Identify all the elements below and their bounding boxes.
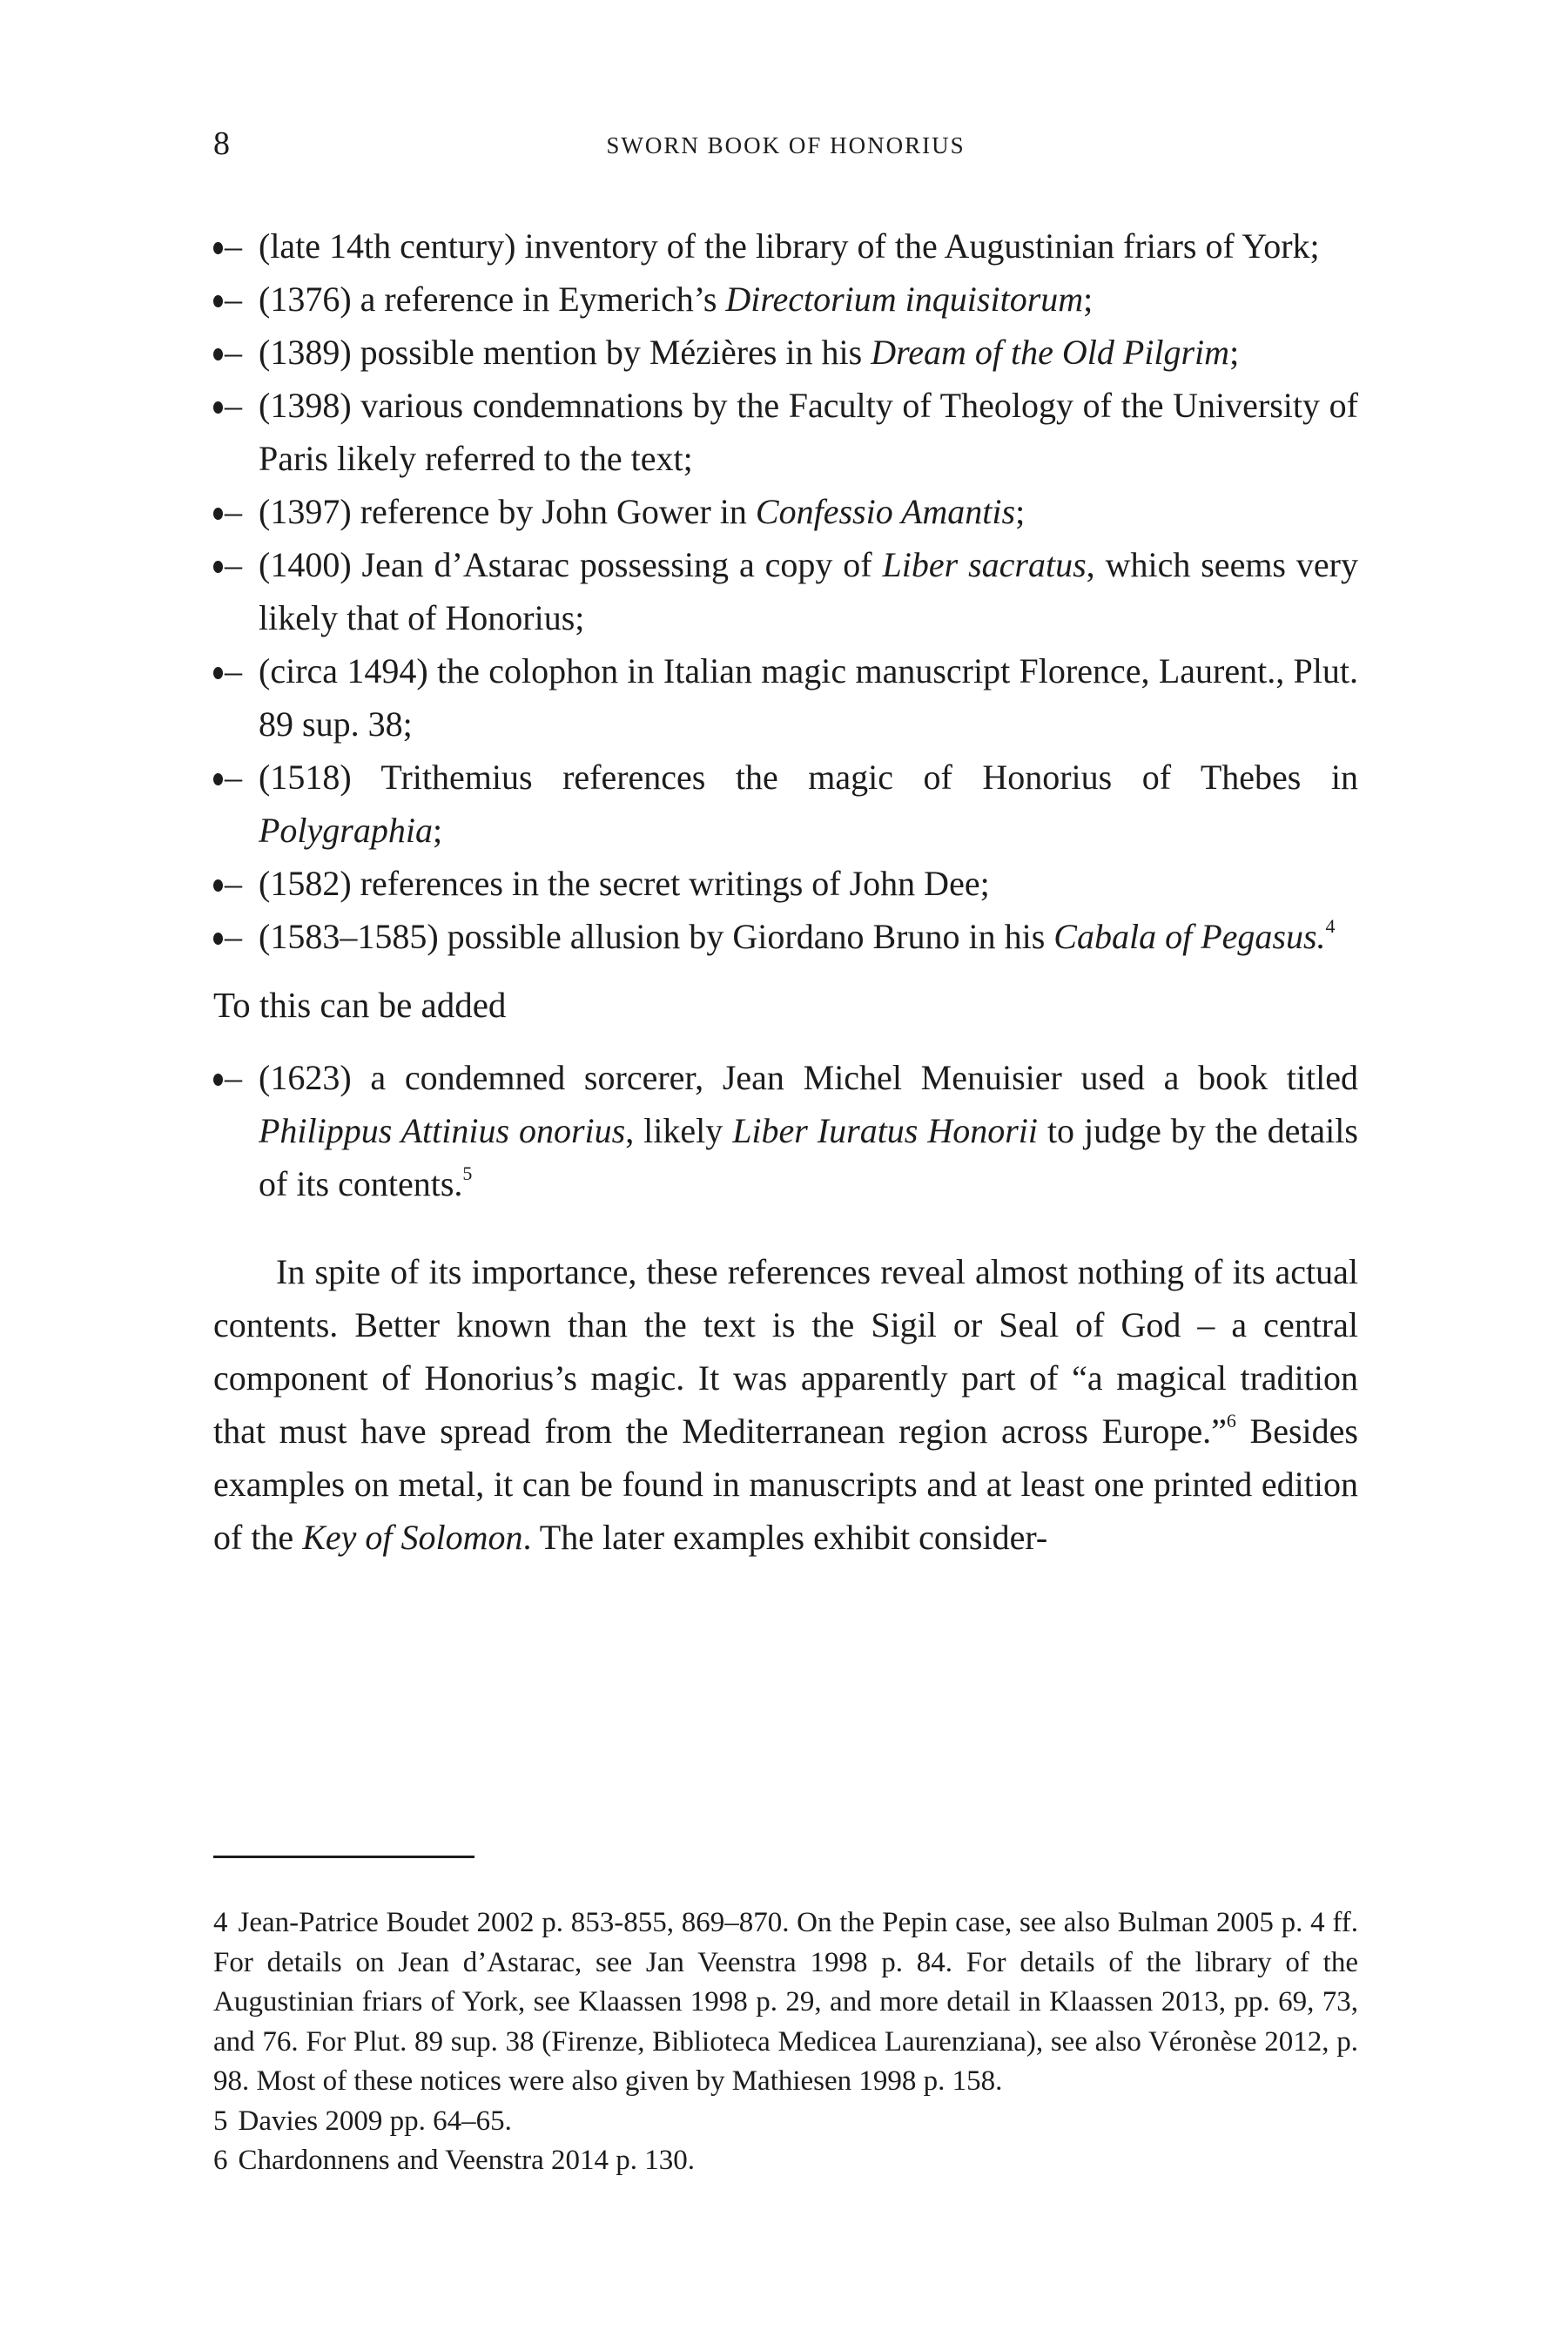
footnote-reference: 4: [1325, 915, 1336, 937]
footnotes: [213, 1903, 1358, 2181]
title-text: Confessio Amantis: [755, 492, 1016, 531]
reference-date: (1400): [259, 545, 352, 584]
bullet-marker: [213, 910, 259, 963]
list-item: [213, 910, 1358, 963]
bullet-dash: –: [225, 333, 242, 372]
list-item: [213, 857, 1358, 910]
page-header: [213, 122, 1358, 165]
list-item: [213, 485, 1358, 538]
text-run: to judge by the details of its contents.: [259, 1111, 1358, 1203]
additional-references-list: [213, 1051, 1358, 1210]
reference-date: (late 14th century): [259, 226, 516, 266]
bullet-marker: [213, 644, 259, 697]
text-run: In spite of its importance, these references reveal almost nothing of its actual contents. Better known than the text is the Sigil or Seal of God – a central component of Honorius’s magic. It was apparently part of “a magical tradition that must have spread from the Mediterranean region across Europe.”: [213, 1252, 1358, 1451]
list-item: [213, 1051, 1358, 1210]
bullet-marker: [213, 538, 259, 591]
text-run: ;: [1015, 492, 1026, 531]
footnote-reference: 5: [462, 1162, 473, 1184]
text-run: inventory of the library of the Augustinian friars of York;: [515, 226, 1320, 266]
bullet-dot-icon: [213, 508, 223, 520]
bullet-dash: –: [225, 917, 242, 956]
bullet-dash: –: [225, 280, 242, 319]
list-item: [213, 751, 1358, 857]
text-run: ;: [1229, 333, 1240, 372]
bullet-dash: –: [225, 758, 242, 797]
footnote: [213, 2102, 1358, 2142]
reference-date: (1582): [259, 864, 352, 903]
text-run: , likely: [625, 1111, 733, 1150]
reference-date: (1583–1585): [259, 917, 439, 956]
title-text: Philippus Attinius onorius: [259, 1111, 626, 1150]
footnote: [213, 2141, 1358, 2181]
text-run: possible allusion by Giordano Bruno in his: [438, 917, 1054, 956]
reference-date: (circa 1494): [259, 651, 428, 690]
bullet-dot-icon: [213, 1074, 223, 1086]
footnote-text: Jean-Patrice Boudet 2002 p. 853-855, 869–870. On the Pepin case, see also Bulman 2005 p. 4 ff. For details on Jean d’Astarac, see Jan Veenstra 1998 p. 84. For details of the library of the Augustinian friars of York, see Klaassen 1998 p. 29, and more detail in Klaassen 2013, pp. 69, 73, and 76. For Plut. 89 sup. 38 (Firenze, Biblioteca Medicea Laurenziana), see also Véronèse 2012, p. 98. Most of these notices were also given by Mathiesen 1998 p. 158.: [213, 1907, 1358, 2097]
bullet-marker: [213, 219, 259, 273]
reference-date: (1397): [259, 492, 352, 531]
title-text: Dream of the Old Pilgrim: [871, 333, 1230, 372]
text-run: a reference in Eymerich’s: [351, 280, 726, 319]
bullet-dash: –: [225, 545, 242, 584]
bullet-dot-icon: [213, 879, 223, 892]
text-run: ;: [1083, 280, 1094, 319]
running-head: SWORN BOOK OF HONORIUS: [606, 132, 966, 158]
bullet-dot-icon: [213, 561, 223, 573]
text-run: reference by John Gower in: [351, 492, 756, 531]
bullet-dot-icon: [213, 667, 223, 679]
reference-date: (1376): [259, 280, 352, 319]
reference-date: (1518): [259, 758, 352, 797]
title-text: Directorium inquisitorum: [725, 280, 1084, 319]
footnote-number: 6: [213, 2145, 228, 2176]
bullet-marker: [213, 485, 259, 538]
text-run: possible mention by Mézières in his: [351, 333, 871, 372]
text-run: ;: [432, 811, 443, 850]
footnote-divider: [213, 1856, 474, 1858]
bullet-dot-icon: [213, 348, 223, 360]
body-paragraph: [213, 1245, 1358, 1564]
page-number: 8: [213, 125, 230, 162]
title-text: Key of Solomon: [302, 1518, 523, 1557]
footnote: [213, 1903, 1358, 2102]
bullet-dash: –: [225, 226, 242, 266]
title-text: Cabala of Pegasus.: [1053, 917, 1326, 956]
text-run: Jean d’Astarac possessing a copy of: [351, 545, 883, 584]
bullet-marker: [213, 379, 259, 432]
text-run: various condemnations by the Faculty of Theology of the University of Paris likely referred to the text;: [259, 386, 1358, 478]
list-item: [213, 326, 1358, 379]
list-item: [213, 379, 1358, 485]
reference-date: (1398): [259, 386, 352, 425]
bullet-marker: [213, 1051, 259, 1104]
footnote-number: 5: [213, 2105, 228, 2137]
bullet-dot-icon: [213, 295, 223, 307]
text-run: , which seems very likely that of Honorius;: [259, 545, 1358, 637]
bullet-dash: –: [225, 386, 242, 425]
title-text: Liber Iuratus Honorii: [732, 1111, 1038, 1150]
bullet-marker: [213, 857, 259, 910]
text-run: references in the secret writings of John Dee;: [351, 864, 990, 903]
list-item: [213, 219, 1358, 273]
bullet-marker: [213, 273, 259, 326]
added-label: To this can be added: [213, 985, 507, 1025]
references-list: [213, 219, 1358, 963]
body-text: [213, 219, 1358, 1564]
reference-date: (1623): [259, 1058, 352, 1097]
text-run: a condemned sorcerer, Jean Michel Menuisier used a book titled: [351, 1058, 1358, 1097]
title-text: Liber sacratus: [882, 545, 1087, 584]
bullet-dot-icon: [213, 933, 223, 945]
bullet-dash: –: [225, 1058, 242, 1097]
bullet-dash: –: [225, 864, 242, 903]
text-run: . The later examples exhibit consider-: [522, 1518, 1048, 1557]
text-run: Trithemius references the magic of Honorius of Thebes in: [351, 758, 1358, 797]
footnote-text: Davies 2009 pp. 64–65.: [238, 2105, 512, 2137]
bullet-dot-icon: [213, 773, 223, 785]
footnote-number: 4: [213, 1907, 228, 1938]
title-text: Polygraphia: [259, 811, 433, 850]
bullet-dot-icon: [213, 242, 223, 254]
bullet-dash: –: [225, 492, 242, 531]
list-item: [213, 538, 1358, 644]
text-run: the colophon in Italian magic manuscript Florence, Laurent., Plut. 89 sup. 38;: [259, 651, 1358, 744]
footnote-reference: 6: [1226, 1410, 1236, 1431]
bullet-marker: [213, 326, 259, 379]
text-run: Besides examples on metal, it can be found in manuscripts and at least one printed edition of the: [213, 1411, 1358, 1557]
list-item: [213, 273, 1358, 326]
bullet-marker: [213, 751, 259, 804]
list-item: [213, 644, 1358, 751]
bullet-dash: –: [225, 651, 242, 690]
bullet-dot-icon: [213, 401, 223, 414]
footnote-text: Chardonnens and Veenstra 2014 p. 130.: [238, 2145, 696, 2176]
reference-date: (1389): [259, 333, 352, 372]
